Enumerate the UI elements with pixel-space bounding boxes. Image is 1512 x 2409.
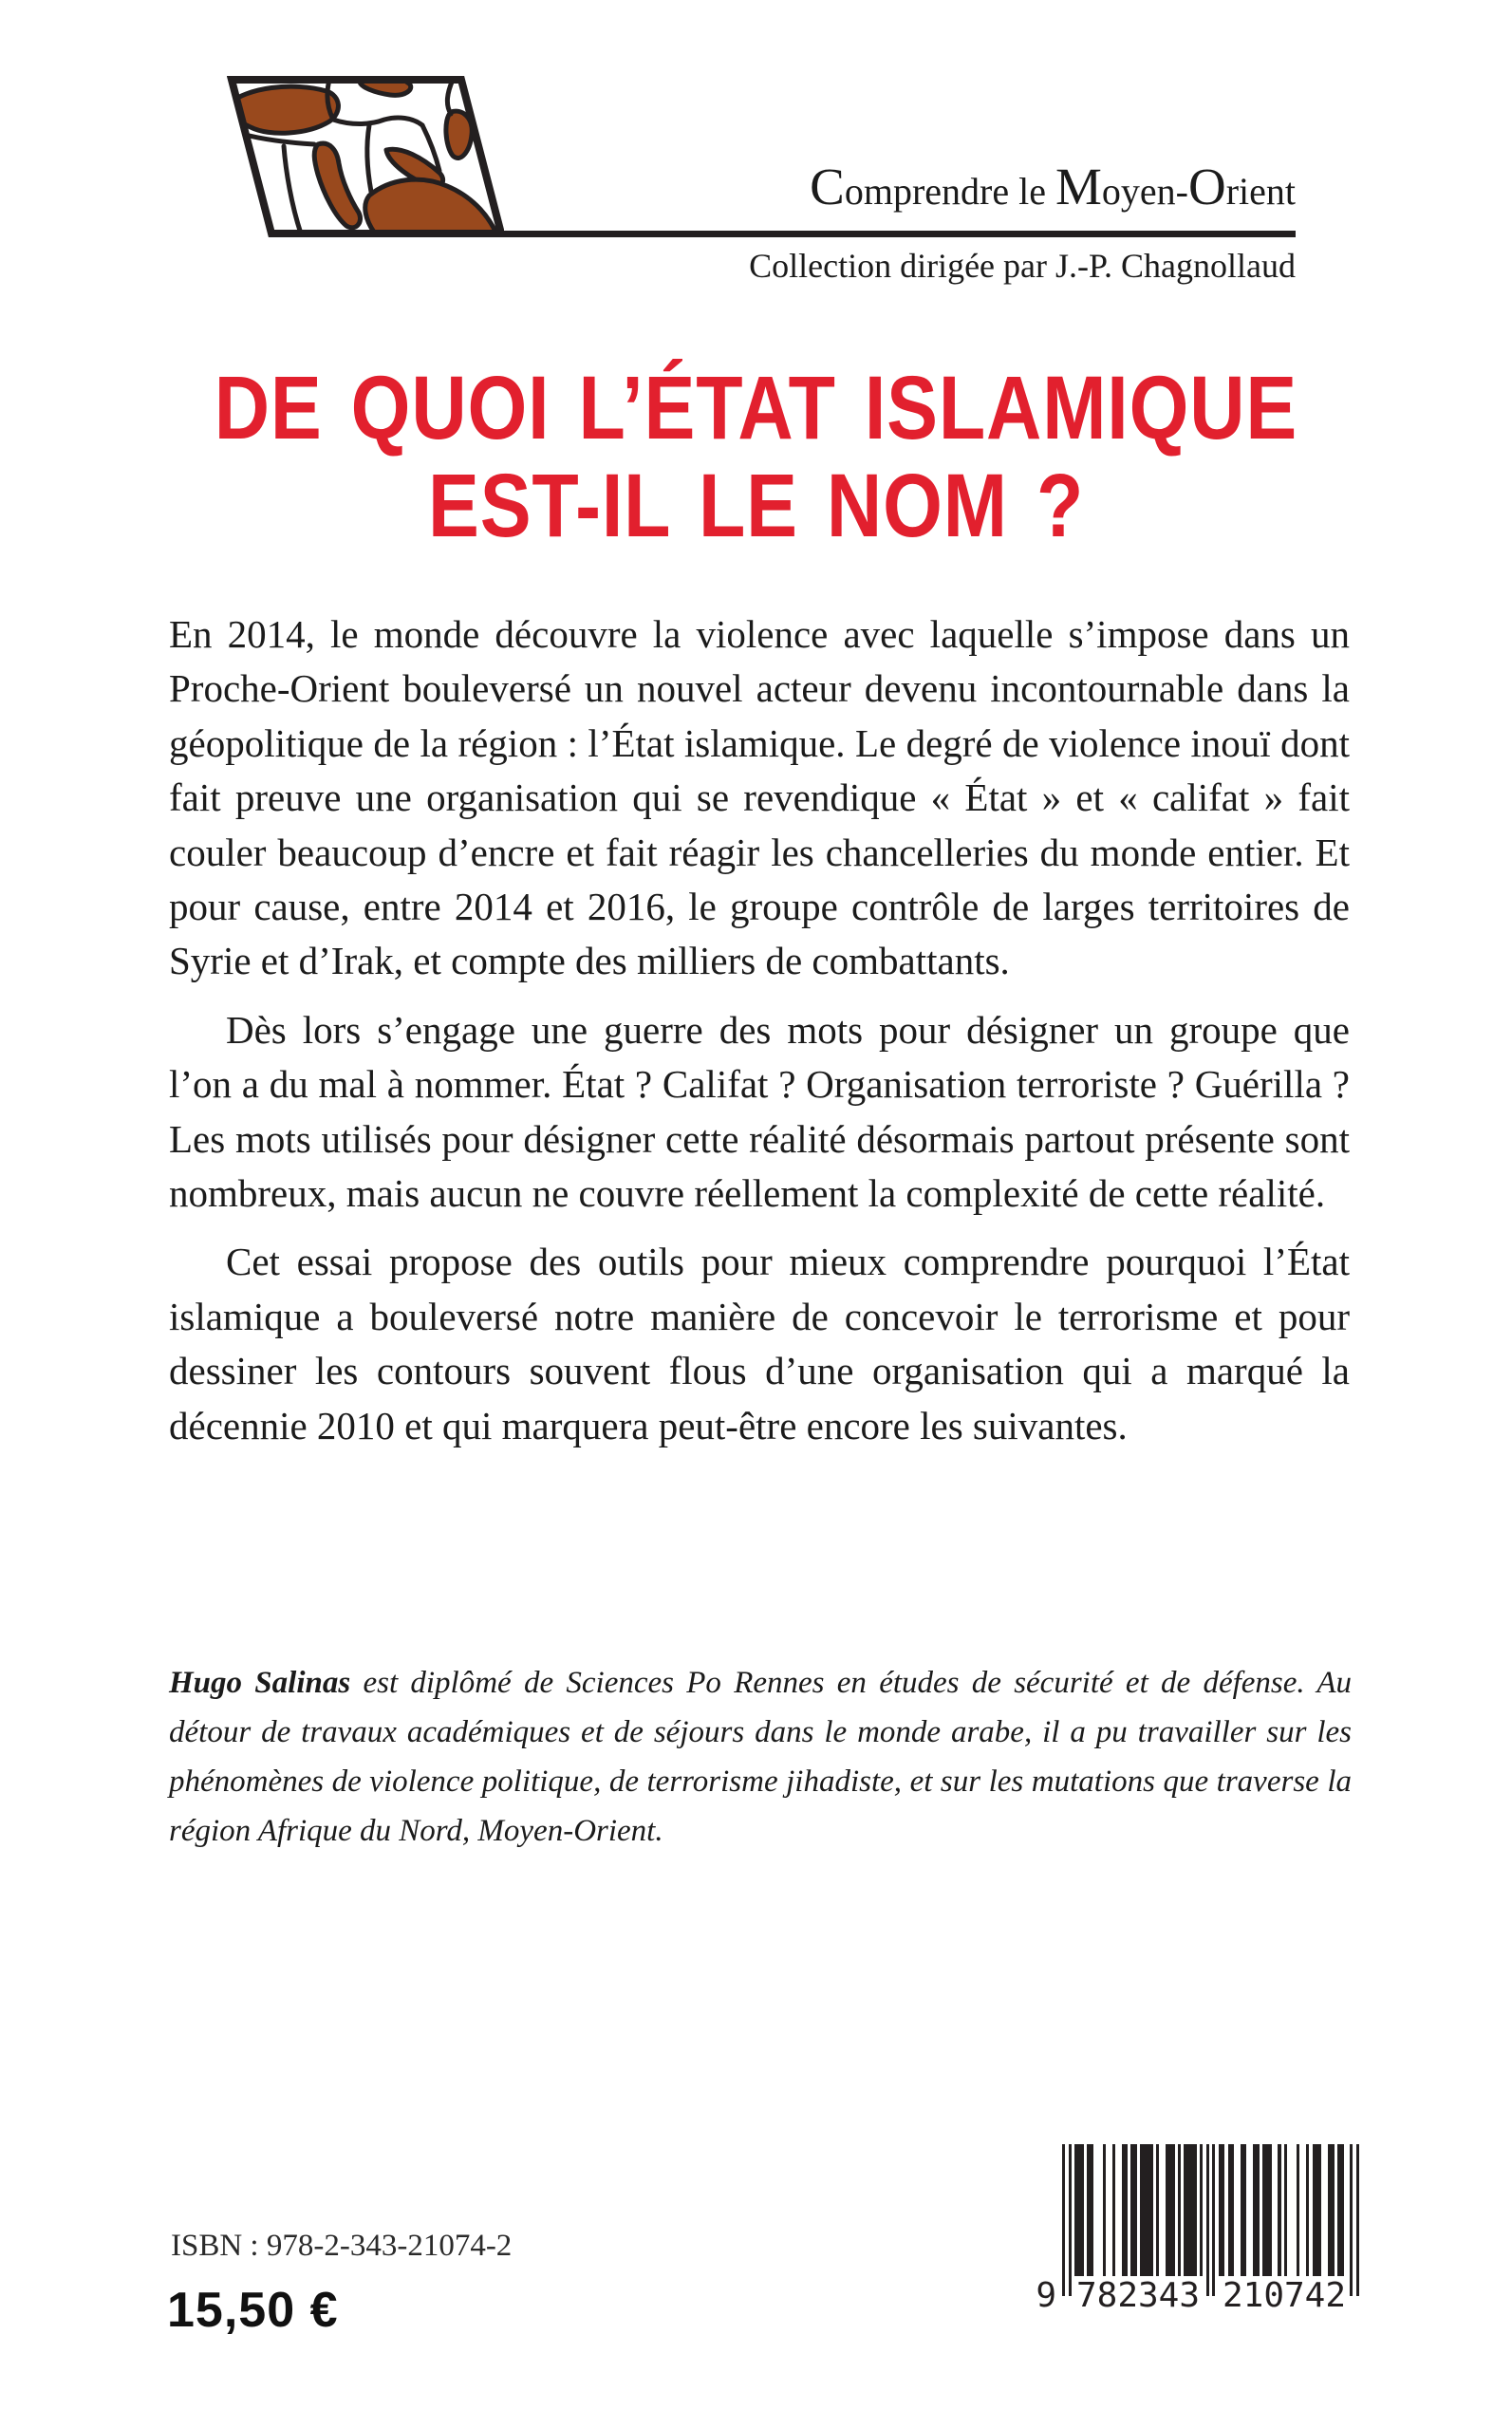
author-note-text: est diplômé de Sciences Po Rennes en études de sécurité et de défense. Au détour de travaux académiques et de séjours dans le monde arabe, il a pu travailler sur les phénomènes de violence politique, de terrorisme jihadiste, et sur les mutations que traverse la région Afrique du Nord, Moyen-Orient.: [169, 1666, 1352, 1848]
book-title-line-2: EST-IL LE NOM ?: [427, 456, 1085, 556]
author-note: [169, 1658, 1352, 1856]
synopsis: [169, 607, 1350, 1453]
barcode-digit-first: 9: [1036, 2276, 1056, 2315]
isbn: ISBN : 978-2-343-21074-2: [171, 2229, 513, 2263]
book-title-line-1: DE QUOI L’ÉTAT ISLAMIQUE: [214, 358, 1298, 458]
price: 15,50 €: [167, 2283, 339, 2338]
barcode-bars: [1062, 2144, 1359, 2296]
barcode: [1036, 2144, 1359, 2358]
collection-subtitle: Collection dirigée par J.-P. Chagnollaud: [749, 247, 1296, 285]
barcode-digits-left: 782343: [1075, 2276, 1201, 2315]
header-divider: [272, 231, 1296, 237]
middle-east-map-logo: [227, 76, 504, 237]
barcode-digits-right: 210742: [1222, 2276, 1347, 2315]
synopsis-paragraph-1: En 2014, le monde découvre la violence avec laquelle s’impose dans un Proche-Orient bouleversé un nouvel acteur devenu incontournable dans la géopolitique de la région : l’État islamique. Le degré de violence inouï dont fait preuve une organisation qui se revendique « État » et « califat » fait couler beaucoup d’encre et fait réagir les chancelleries du monde entier. Et pour cause, entre 2014 et 2016, le groupe contrôle de larges territoires de Syrie et d’Irak, et compte des milliers de combattants.: [169, 612, 1350, 983]
collection-title: Comprendre le Moyen-Orient: [810, 158, 1296, 215]
synopsis-paragraph-3: Cet essai propose des outils pour mieux comprendre pourquoi l’État islamique a bouleversé notre manière de concevoir le terrorisme et pour dessiner les contours souvent flous d’une organisation qui a marqué la décennie 2010 et qui marquera peut-être encore les suivantes.: [169, 1240, 1350, 1447]
book-title: [0, 360, 1512, 555]
author-name: Hugo Salinas: [169, 1666, 351, 1700]
synopsis-paragraph-2: Dès lors s’engage une guerre des mots pour désigner un groupe que l’on a du mal à nommer. État ? Califat ? Organisation terroriste ? Guérilla ? Les mots utilisés pour désigner cette réalité désormais partout présente sont nombreux, mais aucun ne couvre réellement la complexité de cette réalité.: [169, 1007, 1350, 1216]
